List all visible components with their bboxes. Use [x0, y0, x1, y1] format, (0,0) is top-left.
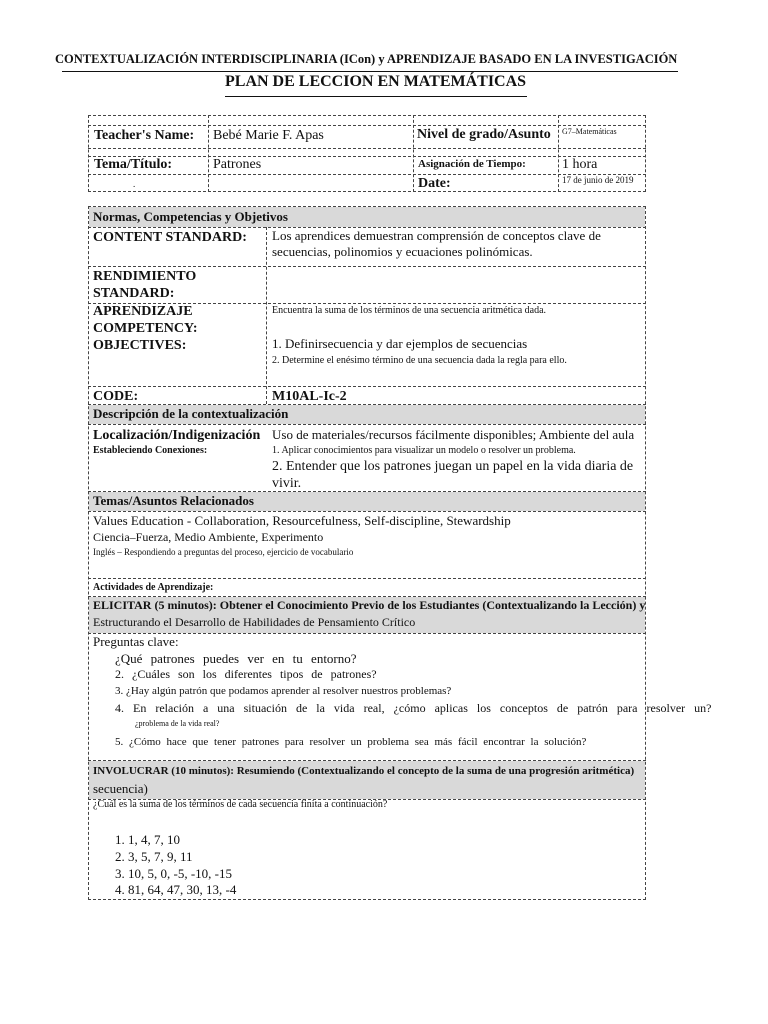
- norms-section-header: Normas, Competencias y Objetivos: [93, 209, 288, 224]
- grade-value: G7–Matemáticas: [562, 127, 617, 136]
- related-topics-header: Temas/Asuntos Relacionados: [93, 493, 254, 508]
- learning-competency-label-2: COMPETENCY:: [93, 321, 198, 336]
- content-standard-text-2: secuencias, polinomios y ecuaciones polinómicas.: [272, 244, 533, 259]
- learning-competency-label-1: APRENDIZAJE: [93, 304, 193, 319]
- performance-standard-label-2: STANDARD:: [93, 286, 175, 301]
- elicit-header-2: Estructurando el Desarrollo de Habilidades de Pensamiento Crítico: [93, 615, 416, 629]
- related-topic-values: Values Education - Collaboration, Resourcefulness, Self-discipline, Stewardship: [93, 513, 511, 528]
- topic-value: Patrones: [213, 157, 262, 172]
- time-allotment-label: Asignación de Tiempo:: [418, 158, 526, 170]
- question-3: 3. ¿Hay algún patrón que podamos aprender al resolver nuestros problemas?: [115, 685, 452, 697]
- contextualization-section-header: Descripción de la contextualización: [93, 406, 289, 421]
- learning-activities-label: Actividades de Aprendizaje:: [93, 582, 214, 593]
- performance-standard-label-1: RENDIMIENTO: [93, 269, 197, 284]
- teacher-name-value: Bebé Marie F. Apas: [213, 128, 324, 143]
- objective-1: 1. Definirsecuencia y dar ejemplos de secuencias: [272, 336, 528, 351]
- learning-competency-text: Encuentra la suma de los términos de una secuencia aritmética dada.: [272, 305, 547, 316]
- empty-cell-dot: .: [133, 179, 136, 189]
- grade-label: Nivel de grado/Asunto: [417, 127, 551, 142]
- key-questions-label: Preguntas clave:: [93, 634, 179, 649]
- lesson-table: [88, 206, 712, 900]
- elicit-header-1: ELICITAR (5 minutos): Obtener el Conocimiento Previo de los Estudiantes (Contextualizando la Lección) y: [93, 598, 646, 612]
- time-allotment-value: 1 hora: [562, 157, 598, 172]
- sequence-1: 1. 1, 4, 7, 10: [115, 832, 180, 847]
- document-header-line1: CONTEXTUALIZACIÓN INTERDISCIPLINARIA (ICon) y APRENDIZAJE BASADO EN LA INVESTIGACIÓN: [55, 52, 678, 66]
- localization-text: Uso de materiales/recursos fácilmente disponibles; Ambiente del aula: [272, 427, 635, 442]
- objective-2: 2. Determine el enésimo término de una secuencia dada la regla para ello.: [272, 355, 567, 366]
- sequence-4: 4. 81, 64, 47, 30, 13, -4: [115, 882, 237, 897]
- content-standard-text-1: Los aprendices demuestran comprensión de conceptos clave de: [272, 228, 601, 243]
- content-standard-label: CONTENT STANDARD:: [93, 230, 247, 245]
- question-5: 5. ¿Cómo hace que tener patrones para resolver un problema sea más fácil encontrar la solución?: [115, 736, 587, 748]
- code-value: M10AL-Ic-2: [272, 389, 347, 404]
- topic-label: Tema/Título:: [94, 157, 173, 172]
- title-underline: [225, 96, 527, 97]
- sequence-3: 3. 10, 5, 0, -5, -10, -15: [115, 866, 232, 881]
- connection-2a: 2. Entender que los patrones juegan un papel en la vida diaria de: [272, 459, 634, 474]
- date-label: Date:: [418, 176, 451, 191]
- code-label: CODE:: [93, 389, 139, 404]
- header-underline: [62, 71, 678, 72]
- document-title: PLAN DE LECCION EN MATEMÁTICAS: [225, 73, 527, 90]
- question-1: ¿Qué patrones puedes ver en tu entorno?: [115, 651, 357, 666]
- related-topic-english: Inglés – Respondiendo a preguntas del proceso, ejercicio de vocabulario: [93, 547, 354, 557]
- question-2: 2. ¿Cuáles son los diferentes tipos de patrones?: [115, 667, 377, 681]
- localization-label: Localización/Indigenización: [93, 428, 261, 443]
- question-4-continued: ¿problema de la vida real?: [135, 719, 220, 728]
- connection-1: 1. Aplicar conocimientos para visualizar un modelo o resolver un problema.: [272, 445, 576, 456]
- teacher-name-label: Teacher's Name:: [94, 128, 195, 143]
- engage-question: ¿Cuál es la suma de los términos de cada secuencia finita a continuación?: [93, 799, 388, 810]
- engage-header-2: secuencia): [93, 781, 148, 796]
- objectives-label: OBJECTIVES:: [93, 338, 187, 353]
- related-topic-science: Ciencia–Fuerza, Medio Ambiente, Experimento: [93, 530, 324, 544]
- sequence-2: 2. 3, 5, 7, 9, 11: [115, 849, 193, 864]
- date-value: 17 de junio de 2019: [562, 175, 634, 185]
- info-table: [88, 115, 646, 192]
- engage-header-1: INVOLUCRAR (10 minutos): Resumiendo (Contextualizando el concepto de la suma de una progresión aritmética): [93, 765, 635, 777]
- connection-2b: vivir.: [272, 476, 302, 491]
- question-4: 4. En relación a una situación de la vida real, ¿cómo aplicas los conceptos de patrón para resolver un?: [115, 701, 712, 715]
- connections-label: Estableciendo Conexiones:: [93, 445, 208, 456]
